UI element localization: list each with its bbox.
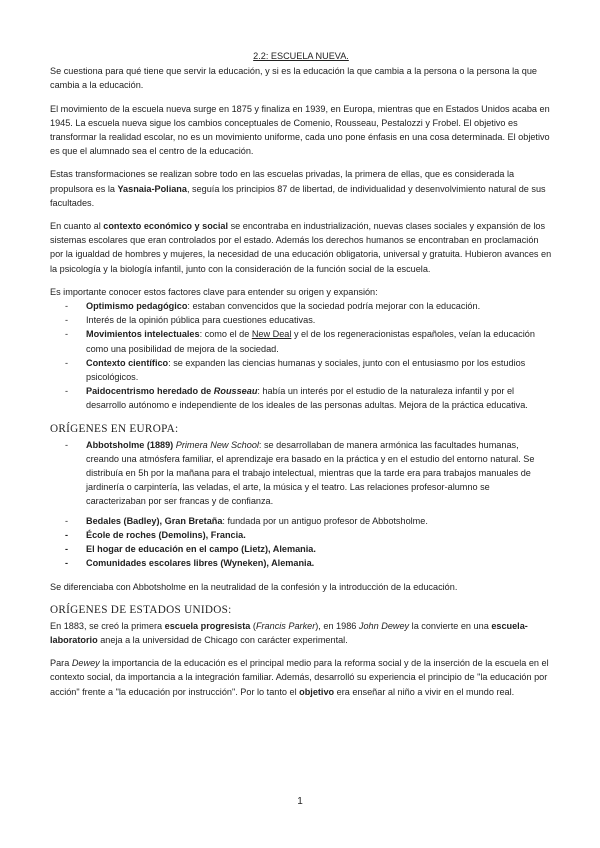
factors-intro: Es importante conocer estos factores clave para entender su origen y expansión: xyxy=(50,286,378,297)
text: : se desarrollaban de manera armónica las facultades humanas, creando una atmósfera familiar, el aprendizaje era basado en la práctica y en el estudio del entorno natural. Se distribuía en 5h por la mañana para el trabajo intelectual, mientras que la tarde era para trabajos manuales de jardinería o carpintería, las veladas, el arte, la música y el teatro. Las relaciones profesor-alumno se caracterizaban por ser francas y de confianza. xyxy=(86,439,535,507)
page-number: 1 xyxy=(297,796,303,807)
list-item xyxy=(86,356,552,384)
europe-list-a xyxy=(50,438,552,509)
text-italic: Dewey xyxy=(71,658,100,669)
text: , seguía los principios 87 de libertad, de individualidad y desenvolvimiento natural de sus facultades. xyxy=(50,183,546,208)
text: y el de los regeneracionistas españoles, veían la educación como una posibilidad de mejora de la sociedad. xyxy=(86,329,535,354)
text: la convierte en una xyxy=(409,620,492,631)
list-item: - Comunidades escolares libres (Wyneken), Alemania. xyxy=(86,556,552,570)
text: ( xyxy=(250,620,256,631)
text: era enseñar al niño a vivir en el mundo real. xyxy=(334,686,515,697)
term: Optimismo pedagógico xyxy=(86,301,188,312)
term: escuela progresista xyxy=(164,620,251,631)
document-page xyxy=(50,49,552,699)
text: En 1883, se creó la primera xyxy=(50,620,165,631)
term: Bedales (Badley), Gran Bretaña xyxy=(86,515,223,526)
text-italic: John Dewey xyxy=(358,620,410,631)
europe-note: Se diferenciaba con Abbotsholme en la neutralidad de la confesión y la introducción de la educación. xyxy=(50,581,458,592)
text: : se expanden las ciencias humanas y sociales, junto con el entusiasmo por los estudios psicológicos. xyxy=(86,357,526,383)
text: : fundada por un antiguo profesor de Abbotsholme. xyxy=(222,515,428,526)
term: Contexto científico xyxy=(86,357,169,368)
yasnaia-poliana: Yasnaia-Poliana xyxy=(117,183,187,194)
europe-heading: ORÍGENES EN EUROPA: xyxy=(50,422,179,435)
movement-paragraph: El movimiento de la escuela nueva surge en 1875 y finaliza en 1939, en Europa, mientras que en Estados Unidos acaba en 1945. La escuela nueva sigue los cambios conceptuales de Comenio, Rousseau, Pestalozzi y Frobel. El objetivo es transformar la realidad escolar, no es un movimiento uniforme, cada uno pone énfasis en una cosa determinada. El objetivo es que el alumnado sea el centro de la educación. xyxy=(50,103,550,157)
text-italic: Francis Parker xyxy=(255,620,316,631)
text: Estas transformaciones se realizan sobre todo en las escuelas privadas, la primera de ellas, que es considerada la propulsora es la xyxy=(50,169,515,194)
text: : había un interés por el estudio de la naturaleza infantil y por el desarrollo autónomo e independiente de los ideales de las personas adultas. Mejora de la práctica educativa. xyxy=(86,386,528,411)
term: Abbotsholme (1889) xyxy=(86,439,176,450)
list-item xyxy=(86,299,552,313)
text: se encontraba en industrialización, nuevas clases sociales y expansión de los sistemas escolares que eran controlados por el estado. Además los derechos humanos se encontraban en proclamación por la igualdad de hombres y mujeres, la necesidad de una educación obligatoria, universal y gratuita. Hubieron avances en la psicología y la biología infantil, junto con la consideración de la función social de la escuela. xyxy=(50,221,552,274)
usa-paragraph-1 xyxy=(50,619,552,647)
text: Para xyxy=(50,658,72,669)
text: : como el de xyxy=(199,329,252,340)
text: : estaban convencidos que la sociedad podría mejorar con la educación. xyxy=(187,301,481,312)
europe-list-b xyxy=(50,514,552,571)
list-item xyxy=(86,438,552,509)
page-title: 2.2: ESCUELA NUEVA. xyxy=(253,51,349,61)
factors-list xyxy=(50,299,552,413)
term: objetivo xyxy=(299,686,335,697)
usa-heading: ORÍGENES DE ESTADOS UNIDOS: xyxy=(50,603,232,616)
list-item: - Interés de la opinión pública para cuestiones educativas. xyxy=(86,313,552,327)
term: escuela-laboratorio xyxy=(50,620,528,645)
list-item xyxy=(86,514,552,528)
intro-paragraph: Se cuestiona para qué tiene que servir la educación, y si es la educación la que cambia a la persona o la persona la que cambia a la educación. xyxy=(50,66,537,91)
list-item: - École de roches (Demolins), Francia. xyxy=(86,528,552,542)
text: aneja a la universidad de Chicago con carácter experimental. xyxy=(97,634,348,645)
list-item: - El hogar de educación en el campo (Lietz), Alemania. xyxy=(86,542,552,556)
text: En cuanto al xyxy=(50,221,104,232)
text-italic: Primera New School xyxy=(175,439,259,450)
term-rousseau: Rousseau xyxy=(213,386,258,397)
text: ), en 1986 xyxy=(315,620,359,631)
transformations-paragraph xyxy=(50,167,552,210)
context-paragraph xyxy=(50,219,552,276)
context-term: contexto económico y social xyxy=(103,221,229,232)
new-deal-link[interactable]: New Deal xyxy=(251,329,292,340)
term: Movimientos intelectuales xyxy=(86,329,200,340)
list-item xyxy=(86,384,552,412)
list-item xyxy=(86,327,552,355)
usa-paragraph-2 xyxy=(50,656,552,699)
text: la importancia de la educación es el principal medio para la reforma social y de la inserción de la escuela en el contexto social, da importancia a la integración familiar. Además, desarrolló su experiencia el principio de "la educación por acción" frente a "la educación por instrucción". Por lo tanto el xyxy=(50,658,549,697)
term: Paidocentrismo heredado de xyxy=(86,386,214,397)
